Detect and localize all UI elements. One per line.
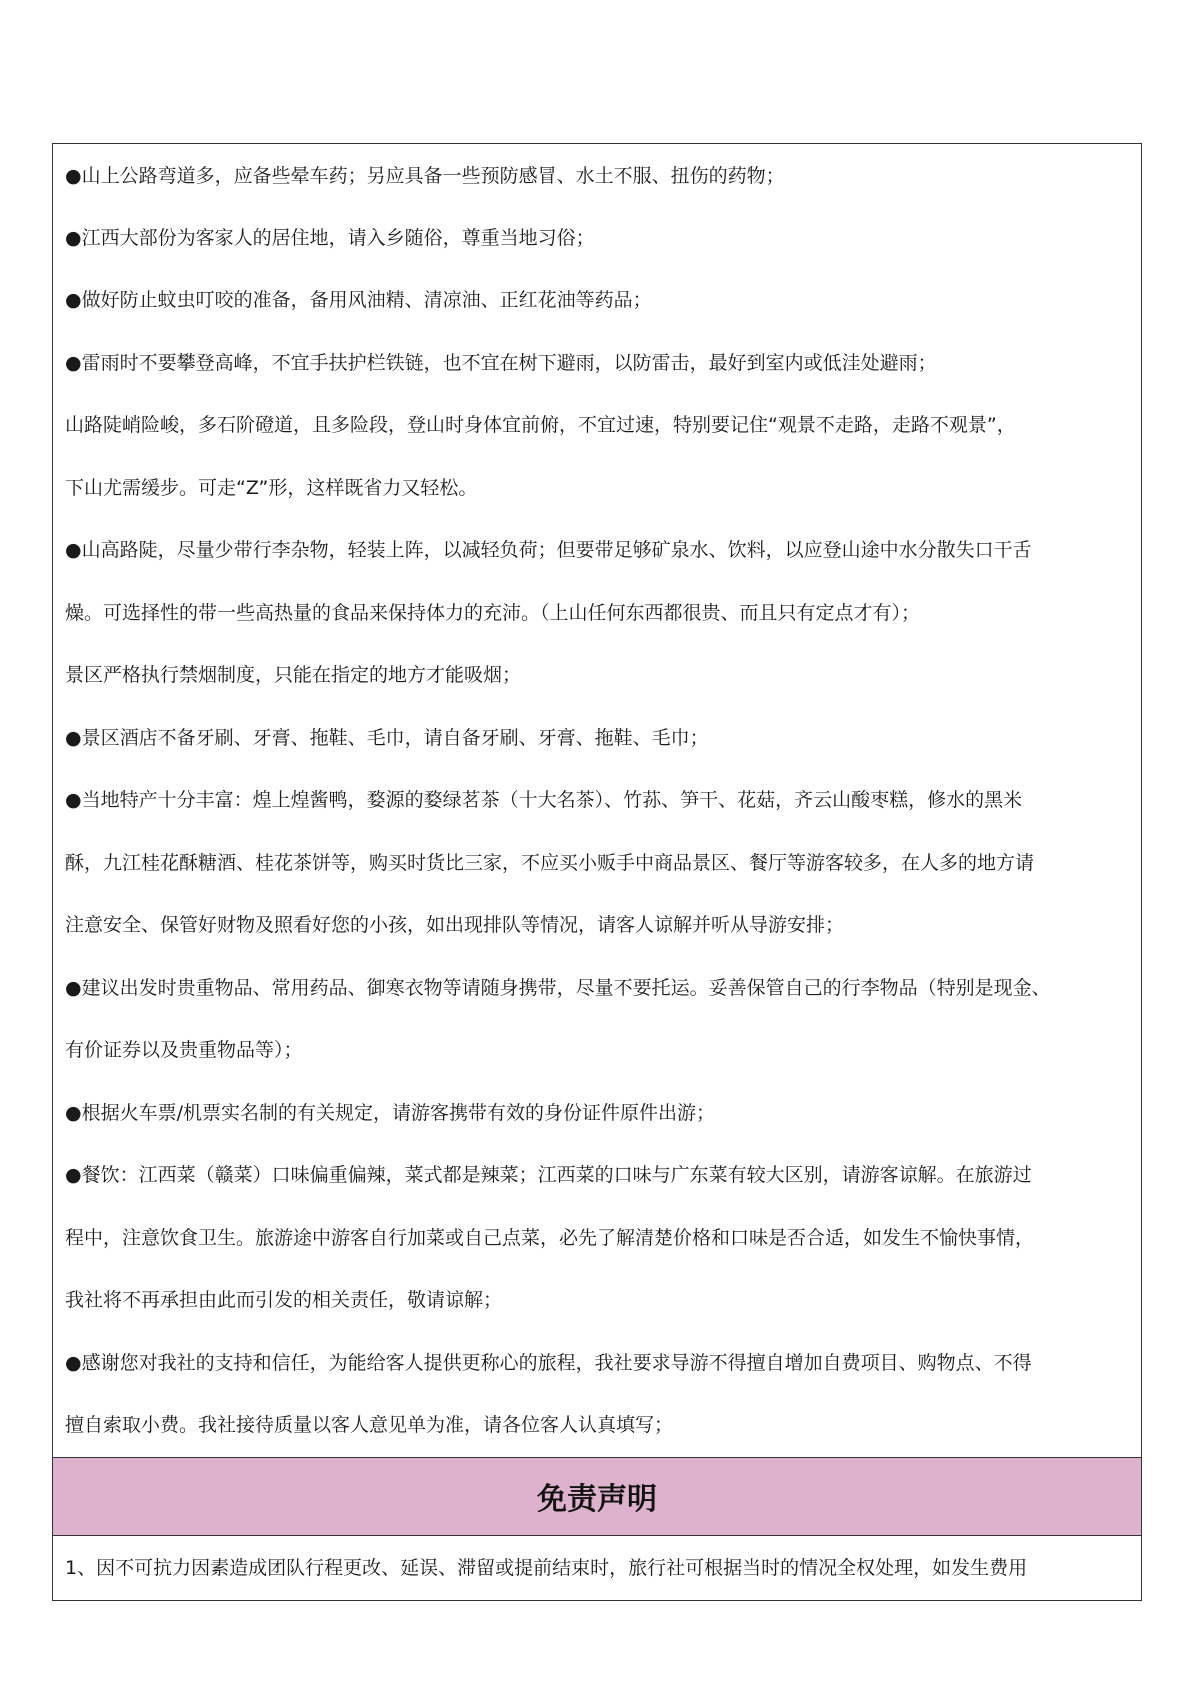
note-line: 程中，注意饮食卫生。旅游途中游客自行加菜或自己点菜，必先了解清楚价格和口味是否合适，如发生不愉快事情，	[65, 1226, 1035, 1249]
note-line: 景区严格执行禁烟制度，只能在指定的地方才能吸烟；	[65, 664, 522, 686]
travel-notes-table	[52, 143, 1142, 1601]
note-line: 山路陡峭险峻，多石阶磴道，且多险段，登山时身体宜前俯，不宜过速，特别要记住“观景不走路，走路不观景”，	[65, 414, 1016, 436]
note-line: 燥。可选择性的带一些高热量的食品来保持体力的充沛。（上山任何东西都很贵、而且只有定点才有）；	[65, 601, 921, 624]
note-line: ●餐饮：江西菜（赣菜）口味偏重偏辣，菜式都是辣菜；江西菜的口味与广东菜有较大区别，请游客谅解。在旅游过	[65, 1164, 1032, 1186]
note-line: ●山上公路弯道多，应备些晕车药；另应具备一些预防感冒、水土不服、扭伤的药物；	[65, 165, 785, 187]
note-line: 酥，九江桂花酥糖酒、桂花茶饼等，购买时货比三家，不应买小贩手中商品景区、餐厅等游客较多，在人多的地方请	[65, 851, 1035, 874]
note-line: ●做好防止蚊虫叮咬的准备，备用风油精、清凉油、正红花油等药品；	[65, 289, 652, 311]
note-line: ●当地特产十分丰富：煌上煌酱鸭，婺源的婺绿茗茶（十大名茶）、竹荪、笋干、花菇，齐云山酸枣糕，修水的黑米	[65, 789, 1023, 811]
note-line: ●景区酒店不备牙刷、牙膏、拖鞋、毛巾，请自备牙刷、牙膏、拖鞋、毛巾；	[65, 726, 709, 749]
note-line: 有价证券以及贵重物品等）；	[65, 1039, 303, 1061]
note-line: 下山尤需缓步。可走“Z”形，这样既省力又轻松。	[65, 476, 478, 499]
note-line: ●根据火车票/机票实名制的有关规定，请游客携带有效的身份证件原件出游；	[65, 1101, 715, 1124]
disclaimer-cell	[53, 1536, 1141, 1600]
note-line: 注意安全、保管好财物及照看好您的小孩，如出现排队等情况，请客人谅解并听从导游安排；	[65, 914, 845, 936]
note-line: 擅自索取小费。我社接待质量以客人意见单为准，请各位客人认真填写；	[65, 1414, 674, 1436]
note-line: ●雷雨时不要攀登高峰，不宜手扶护栏铁链，也不宜在树下避雨，以防雷击，最好到室内或低洼处避雨；	[65, 351, 937, 374]
note-line: ●感谢您对我社的支持和信任，为能给客人提供更称心的旅程，我社要求导游不得擅自增加自费项目、购物点、不得	[65, 1351, 1032, 1374]
note-line: 我社将不再承担由此而引发的相关责任，敬请谅解；	[65, 1289, 503, 1311]
note-line: ●山高路陡，尽量少带行李杂物，轻装上阵，以减轻负荷；但要带足够矿泉水、饮料，以应登山途中水分散失口干舌	[65, 539, 1032, 561]
section-title-disclaimer: 免责声明	[53, 1457, 1141, 1536]
note-line: ●江西大部份为客家人的居住地，请入乡随俗，尊重当地习俗；	[65, 226, 595, 249]
disclaimer-line: 1、因不可抗力因素造成团队行程更改、延误、滞留或提前结束时，旅行社可根据当时的情况全权处理，如发生费用	[65, 1556, 1028, 1579]
note-line: ●建议出发时贵重物品、常用药品、御寒衣物等请随身携带，尽量不要托运。妥善保管自己的行李物品（特别是现金、	[65, 976, 1051, 999]
notes-cell	[53, 160, 1141, 1457]
